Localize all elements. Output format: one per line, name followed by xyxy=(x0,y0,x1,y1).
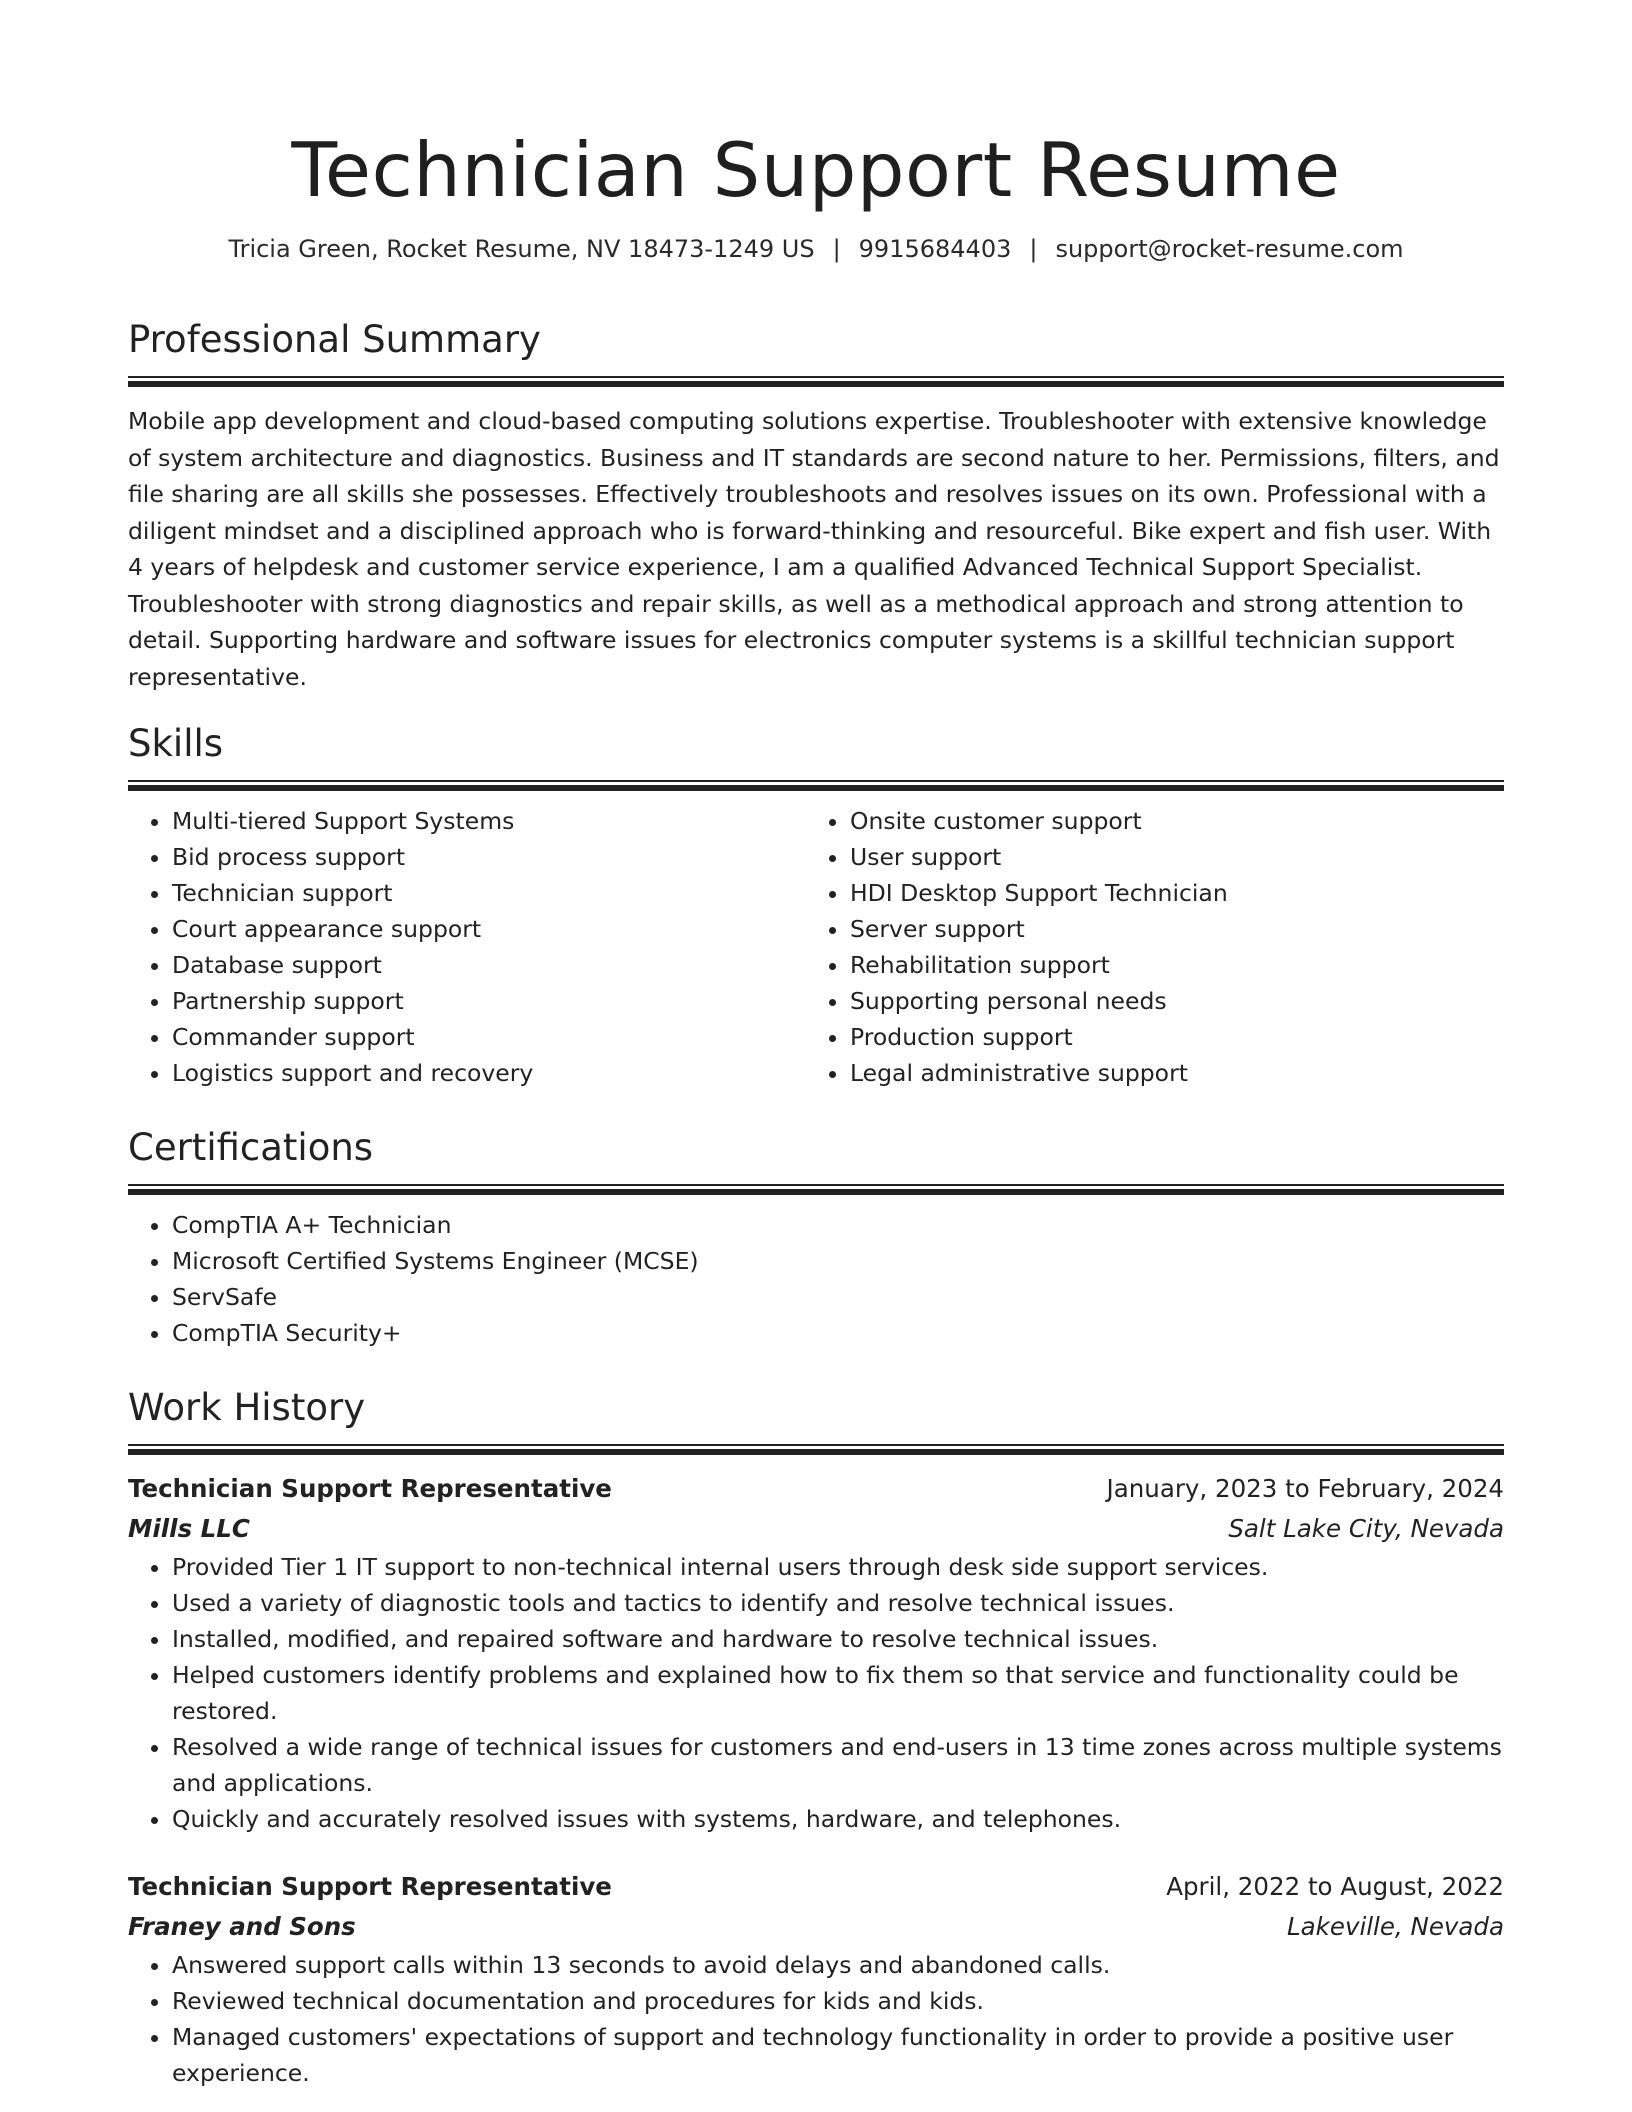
certifications-section xyxy=(128,1124,1504,1351)
job-duty: • Used a variety of diagnostic tools and tactics to identify and resolve technical issues. xyxy=(172,1585,1504,1621)
job-dates: January, 2023 to February, 2024 xyxy=(1106,1474,1504,1503)
job-entry xyxy=(128,1469,1504,1837)
skills-right-column xyxy=(806,803,1484,1091)
skills-columns xyxy=(128,803,1504,1091)
contact-address: Tricia Green, Rocket Resume, NV 18473-1249 US xyxy=(228,235,815,263)
job-duties-list xyxy=(128,1549,1504,1837)
skill-item: • Database support xyxy=(172,947,806,983)
job-entry xyxy=(128,1867,1504,2091)
resume-title: Technician Support Resume xyxy=(291,126,1341,214)
certifications-list xyxy=(128,1207,1504,1351)
job-header-row xyxy=(128,1469,1504,1509)
skill-item: • Onsite customer support xyxy=(850,803,1484,839)
summary-heading: Professional Summary xyxy=(128,318,541,361)
skill-item: • Partnership support xyxy=(172,983,806,1019)
job-title: Technician Support Representative xyxy=(128,1872,612,1901)
certification-item: • CompTIA A+ Technician xyxy=(172,1207,1504,1243)
resume-page xyxy=(128,0,1504,2087)
job-company-row xyxy=(128,1509,1504,1549)
summary-text: Mobile app development and cloud-based computing solutions expertise. Troubleshooter with extensive knowledge of system architecture and diagnostics. Business and IT standards are second nature to her. Permissions, filters, and file sharing are all skills she possesses. Effectively troubleshoots and resolves issues on its own. Professional with a diligent mindset and a disciplined approach who is forward-thinking and resourceful. Bike expert and fish user. With 4 years of helpdesk and customer service experience, I am a qualified Advanced Technical Support Specialist. Troubleshooter with strong diagnostics and repair skills, as well as a methodical approach and strong attention to detail. Supporting hardware and software issues for electronics computer systems is a skillful technician support representative. xyxy=(128,407,1500,691)
contact-separator: | xyxy=(832,235,841,263)
work-history-heading: Work History xyxy=(128,1386,366,1429)
contact-email[interactable]: support@rocket-resume.com xyxy=(1055,235,1404,263)
job-duty: • Helped customers identify problems and explained how to fix them so that service and functionality could be restored. xyxy=(172,1657,1504,1729)
job-duty: • Managed customers' expectations of support and technology functionality in order to provide a positive user experience. xyxy=(172,2019,1504,2091)
skill-item: • Supporting personal needs xyxy=(850,983,1484,1019)
contact-phone: 9915684403 xyxy=(858,235,1012,263)
job-company: Franey and Sons xyxy=(128,1912,356,1941)
skills-heading: Skills xyxy=(128,722,224,765)
job-title: Technician Support Representative xyxy=(128,1474,612,1503)
section-divider xyxy=(128,1444,1504,1455)
certification-item: • Microsoft Certified Systems Engineer (MCSE) xyxy=(172,1243,1504,1279)
certification-item: • ServSafe xyxy=(172,1279,1504,1315)
job-duty: • Reviewed technical documentation and procedures for kids and kids. xyxy=(172,1983,1504,2019)
section-divider xyxy=(128,376,1504,387)
skill-item: • Production support xyxy=(850,1019,1484,1055)
section-divider xyxy=(128,780,1504,791)
skill-item: • Server support xyxy=(850,911,1484,947)
skill-item: • Legal administrative support xyxy=(850,1055,1484,1091)
job-duty: • Resolved a wide range of technical issues for customers and end-users in 13 time zones across multiple systems and applications. xyxy=(172,1729,1504,1801)
certification-item: • CompTIA Security+ xyxy=(172,1315,1504,1351)
contact-separator: | xyxy=(1029,235,1038,263)
skill-item: • Commander support xyxy=(172,1019,806,1055)
skill-item: • Technician support xyxy=(172,875,806,911)
job-duty: • Installed, modified, and repaired software and hardware to resolve technical issues. xyxy=(172,1621,1504,1657)
contact-line xyxy=(128,232,1504,266)
summary-section xyxy=(128,316,1504,695)
skill-item: • HDI Desktop Support Technician xyxy=(850,875,1484,911)
job-duty: • Answered support calls within 13 seconds to avoid delays and abandoned calls. xyxy=(172,1947,1504,1983)
skill-item: • Court appearance support xyxy=(172,911,806,947)
job-company: Mills LLC xyxy=(128,1514,250,1543)
job-dates: April, 2022 to August, 2022 xyxy=(1166,1872,1504,1901)
job-company-row xyxy=(128,1907,1504,1947)
skill-item: • Rehabilitation support xyxy=(850,947,1484,983)
certifications-heading: Certifications xyxy=(128,1126,374,1169)
job-header-row xyxy=(128,1867,1504,1907)
skills-left-column xyxy=(128,803,806,1091)
skill-item: • User support xyxy=(850,839,1484,875)
skill-item: • Multi-tiered Support Systems xyxy=(172,803,806,839)
job-location: Lakeville, Nevada xyxy=(1287,1912,1504,1941)
job-duty: • Provided Tier 1 IT support to non-technical internal users through desk side support services. xyxy=(172,1549,1504,1585)
skill-item: • Logistics support and recovery xyxy=(172,1055,806,1091)
job-duties-list xyxy=(128,1947,1504,2091)
work-history-section xyxy=(128,1384,1504,2091)
skills-section xyxy=(128,720,1504,1091)
skill-item: • Bid process support xyxy=(172,839,806,875)
job-duty: • Quickly and accurately resolved issues with systems, hardware, and telephones. xyxy=(172,1801,1504,1837)
section-divider xyxy=(128,1184,1504,1195)
job-location: Salt Lake City, Nevada xyxy=(1228,1514,1504,1543)
